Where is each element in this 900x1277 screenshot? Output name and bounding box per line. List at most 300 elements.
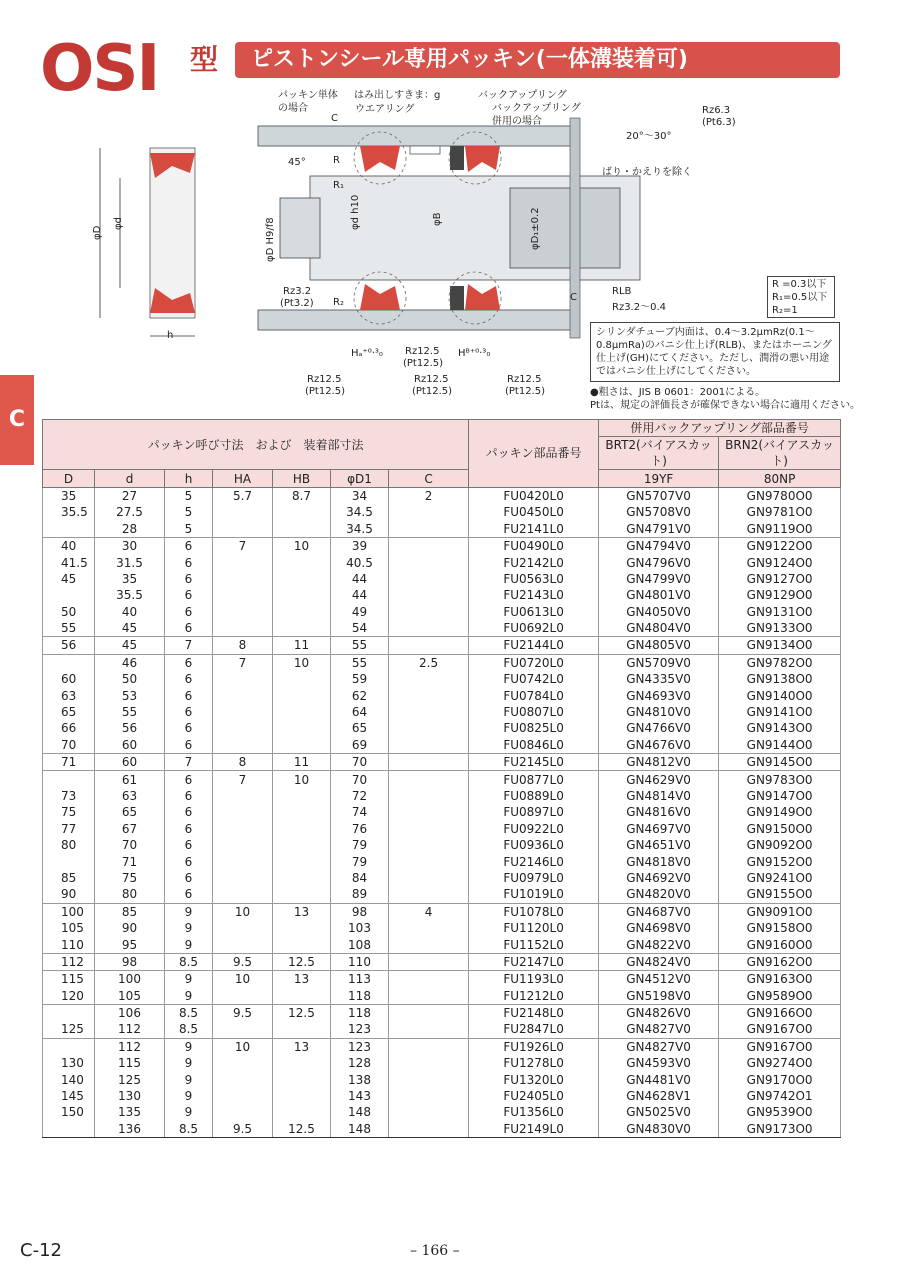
table-cell: GN9158O0 (719, 920, 841, 936)
table-cell: 45 (95, 620, 165, 637)
table-cell: GN4794V0 (599, 537, 719, 554)
table-cell: 74 (331, 804, 389, 820)
lbl-r1: R₁ (333, 180, 344, 191)
table-cell (213, 804, 273, 820)
table-cell: 8.5 (165, 953, 213, 970)
lbl-c-right: C (570, 292, 577, 303)
table-cell (43, 654, 95, 671)
table-cell: GN9160O0 (719, 936, 841, 953)
table-cell (273, 988, 331, 1005)
table-cell (273, 620, 331, 637)
table-cell: 10 (273, 537, 331, 554)
table-cell (389, 788, 469, 804)
table-cell: 8 (213, 637, 273, 654)
table-cell: FU0825L0 (469, 720, 599, 736)
table-cell: 40 (95, 604, 165, 620)
table-cell (273, 936, 331, 953)
lbl-packing-alone2: の場合 (278, 103, 308, 114)
r1-value: R₁=0.5以下 (772, 292, 828, 303)
table-cell: 35.5 (43, 504, 95, 520)
table-cell: 112 (43, 953, 95, 970)
table-cell: GN4818V0 (599, 853, 719, 869)
table-cell (389, 504, 469, 520)
table-cell: 75 (43, 804, 95, 820)
table-cell: GN4692V0 (599, 870, 719, 886)
table-cell (43, 1038, 95, 1055)
table-cell: FU0807L0 (469, 704, 599, 720)
table-cell: FU1320L0 (469, 1071, 599, 1087)
table-cell (213, 504, 273, 520)
table-cell (389, 953, 469, 970)
table-cell: 39 (331, 537, 389, 554)
table-row (43, 637, 841, 654)
table-cell: 10 (213, 903, 273, 920)
table-cell: 123 (331, 1038, 389, 1055)
table-cell: 125 (43, 1021, 95, 1038)
table-row (43, 754, 841, 771)
table-cell: 34.5 (331, 504, 389, 520)
table-cell (389, 687, 469, 703)
table-cell (273, 821, 331, 837)
table-cell (273, 687, 331, 703)
table-cell: FU2847L0 (469, 1021, 599, 1038)
table-cell: 9.5 (213, 953, 273, 970)
table-cell: FU1019L0 (469, 886, 599, 903)
lbl-pt32: (Pt3.2) (280, 298, 314, 309)
table-cell: 148 (331, 1104, 389, 1120)
table-cell: 125 (95, 1071, 165, 1087)
table-cell: FU0784L0 (469, 687, 599, 703)
table-cell: 130 (95, 1088, 165, 1104)
spec-table (42, 419, 841, 1138)
table-cell (213, 886, 273, 903)
table-cell: 90 (43, 886, 95, 903)
lbl-phi-b: φB (432, 212, 443, 226)
table-cell: 55 (331, 654, 389, 671)
col-h: h (165, 470, 213, 487)
lbl-phi-D-left: φD (92, 225, 103, 240)
table-cell: 71 (95, 853, 165, 869)
table-cell: 136 (95, 1121, 165, 1138)
table-cell: GN5198V0 (599, 988, 719, 1005)
table-cell (43, 587, 95, 603)
table-cell: FU0563L0 (469, 571, 599, 587)
table-cell: GN9166O0 (719, 1004, 841, 1021)
table-cell: 5 (165, 504, 213, 520)
table-cell: 148 (331, 1121, 389, 1138)
lbl-with-backup: 併用の場合 (492, 116, 542, 127)
table-cell: FU2144L0 (469, 637, 599, 654)
table-cell: 34.5 (331, 521, 389, 538)
table-cell: 113 (331, 971, 389, 988)
table-cell: FU0692L0 (469, 620, 599, 637)
table-cell: GN4827V0 (599, 1038, 719, 1055)
table-cell (389, 771, 469, 788)
table-row (43, 920, 841, 936)
table-cell: 41.5 (43, 554, 95, 570)
table-row (43, 870, 841, 886)
table-row (43, 537, 841, 554)
table-cell: FU0922L0 (469, 821, 599, 837)
table-cell: 9 (165, 1104, 213, 1120)
table-cell: FU1356L0 (469, 1104, 599, 1120)
table-cell: GN4050V0 (599, 604, 719, 620)
table-cell: FU0720L0 (469, 654, 599, 671)
mat-80np: 80NP (719, 470, 841, 487)
table-cell: 4 (389, 903, 469, 920)
page-label: C-12 (20, 1240, 62, 1261)
brt2-header: BRT2(バイアスカット) (599, 437, 719, 470)
table-cell: 63 (43, 687, 95, 703)
table-cell: 108 (331, 936, 389, 953)
table-cell (43, 521, 95, 538)
table-row (43, 837, 841, 853)
table-cell: GN4826V0 (599, 1004, 719, 1021)
table-cell: GN4820V0 (599, 886, 719, 903)
lbl-backup-ring: バックアップリング (478, 90, 567, 101)
table-cell: 112 (95, 1038, 165, 1055)
table-cell: 11 (273, 754, 331, 771)
table-cell (213, 521, 273, 538)
table-cell: FU1152L0 (469, 936, 599, 953)
table-cell: 2 (389, 487, 469, 504)
table-cell (273, 604, 331, 620)
table-cell (389, 870, 469, 886)
table-cell (389, 1088, 469, 1104)
table-cell (273, 886, 331, 903)
table-cell: GN4816V0 (599, 804, 719, 820)
table-cell (389, 737, 469, 754)
table-cell: 140 (43, 1071, 95, 1087)
table-cell: GN9780O0 (719, 487, 841, 504)
table-row (43, 554, 841, 570)
table-cell: 7 (165, 637, 213, 654)
table-cell: FU0936L0 (469, 837, 599, 853)
table-cell: GN4693V0 (599, 687, 719, 703)
table-cell: 98 (95, 953, 165, 970)
table-cell (213, 1021, 273, 1038)
lbl-45deg: 45° (288, 157, 306, 168)
table-cell (43, 1121, 95, 1138)
table-cell: 46 (95, 654, 165, 671)
table-cell: 8.7 (273, 487, 331, 504)
cylinder-note: シリンダチューブ内面は、0.4〜3.2μmRz(0.1〜0.8μmRa)のバニシ仕上げ(RLB)、またはホーニング仕上げ(GH)にてください。ただし、潤滑の悪い用途ではバニシ仕上げにしてください。 (590, 322, 840, 382)
table-row (43, 853, 841, 869)
col-D: D (43, 470, 95, 487)
table-cell: 35 (43, 487, 95, 504)
table-cell: 75 (95, 870, 165, 886)
lbl-rz63: Rz6.3 (702, 105, 731, 116)
table-cell (389, 853, 469, 869)
table-cell: 7 (213, 537, 273, 554)
table-cell: FU2145L0 (469, 754, 599, 771)
table-cell (213, 1055, 273, 1071)
table-cell (389, 571, 469, 587)
table-cell: 6 (165, 671, 213, 687)
table-cell: GN4810V0 (599, 704, 719, 720)
table-cell: 115 (95, 1055, 165, 1071)
table-cell: GN4481V0 (599, 1071, 719, 1087)
table-cell (389, 971, 469, 988)
table-cell: GN4629V0 (599, 771, 719, 788)
table-cell (389, 920, 469, 936)
table-cell: 71 (43, 754, 95, 771)
table-cell (273, 504, 331, 520)
lbl-r2: R₂ (333, 297, 344, 308)
table-row (43, 487, 841, 504)
table-cell: 9 (165, 920, 213, 936)
lbl-rz32: Rz3.2 (283, 286, 312, 297)
table-cell (273, 571, 331, 587)
table-cell: GN9143O0 (719, 720, 841, 736)
table-cell: FU0420L0 (469, 487, 599, 504)
part-number-header: パッキン部品番号 (469, 420, 599, 488)
footnote-1: ●粗さは、JIS B 0601：2001による。 (590, 387, 766, 398)
table-cell: 60 (95, 737, 165, 754)
table-cell: 6 (165, 804, 213, 820)
table-cell (389, 1104, 469, 1120)
table-cell: 115 (43, 971, 95, 988)
table-cell (213, 687, 273, 703)
table-cell (213, 1088, 273, 1104)
lbl-hb: Hᴮ⁺⁰·³₀ (458, 348, 491, 359)
table-cell: 5 (165, 487, 213, 504)
lbl-rz125-mid: Rz12.5 (405, 346, 440, 357)
table-cell: 6 (165, 870, 213, 886)
table-cell: 10 (273, 654, 331, 671)
table-cell (273, 920, 331, 936)
table-cell: 49 (331, 604, 389, 620)
table-cell: GN5025V0 (599, 1104, 719, 1120)
table-cell: 6 (165, 737, 213, 754)
table-cell: FU2143L0 (469, 587, 599, 603)
table-cell (273, 737, 331, 754)
table-cell: 70 (331, 771, 389, 788)
table-cell (213, 870, 273, 886)
table-cell: 150 (43, 1104, 95, 1120)
table-cell (389, 1021, 469, 1038)
table-row (43, 1038, 841, 1055)
table-cell (389, 936, 469, 953)
table-cell (213, 988, 273, 1005)
table-cell: GN9781O0 (719, 504, 841, 520)
lbl-backup-ring2: バックアップリング (492, 103, 581, 114)
table-cell (43, 1004, 95, 1021)
table-cell: FU2147L0 (469, 953, 599, 970)
table-cell: 60 (95, 754, 165, 771)
table-cell: 50 (95, 671, 165, 687)
table-cell: 9 (165, 1055, 213, 1071)
table-cell (213, 720, 273, 736)
table-cell: 7 (165, 754, 213, 771)
table-cell: 45 (43, 571, 95, 587)
table-cell: FU2141L0 (469, 521, 599, 538)
table-cell: GN4651V0 (599, 837, 719, 853)
table-cell: 6 (165, 604, 213, 620)
table-cell: 45 (95, 637, 165, 654)
table-cell (273, 587, 331, 603)
table-row (43, 620, 841, 637)
table-cell: GN9170O0 (719, 1071, 841, 1087)
table-cell: 27 (95, 487, 165, 504)
table-cell: 40 (43, 537, 95, 554)
table-cell: GN9122O0 (719, 537, 841, 554)
table-cell: 55 (95, 704, 165, 720)
spec-body (43, 487, 841, 1137)
table-cell: 8.5 (165, 1121, 213, 1138)
col-C: C (389, 470, 469, 487)
table-cell: 53 (95, 687, 165, 703)
table-cell: 60 (43, 671, 95, 687)
table-cell: 103 (331, 920, 389, 936)
table-cell (213, 1104, 273, 1120)
table-cell: GN4697V0 (599, 821, 719, 837)
table-cell: 59 (331, 671, 389, 687)
table-cell: 70 (43, 737, 95, 754)
table-cell (213, 620, 273, 637)
table-cell (273, 521, 331, 538)
table-cell (389, 637, 469, 654)
table-cell: 10 (273, 771, 331, 788)
table-cell: 135 (95, 1104, 165, 1120)
table-cell: 64 (331, 704, 389, 720)
lbl-packing-alone: パッキン単体 (278, 90, 338, 101)
table-cell: 65 (95, 804, 165, 820)
table-cell: 84 (331, 870, 389, 886)
table-cell: 70 (95, 837, 165, 853)
table-cell: GN4830V0 (599, 1121, 719, 1138)
table-cell: 9.5 (213, 1004, 273, 1021)
table-cell: 6 (165, 571, 213, 587)
table-cell: 106 (95, 1004, 165, 1021)
table-cell: GN4593V0 (599, 1055, 719, 1071)
table-cell: 6 (165, 620, 213, 637)
table-cell: 120 (43, 988, 95, 1005)
table-cell (273, 554, 331, 570)
table-cell: GN4676V0 (599, 737, 719, 754)
table-cell: GN9131O0 (719, 604, 841, 620)
table-cell: GN9782O0 (719, 654, 841, 671)
table-cell (389, 521, 469, 538)
table-row (43, 737, 841, 754)
table-cell: GN4822V0 (599, 936, 719, 953)
lbl-angle: 20°〜30° (626, 131, 672, 142)
table-cell: 123 (331, 1021, 389, 1038)
table-cell (389, 1055, 469, 1071)
table-cell: 65 (43, 704, 95, 720)
table-cell: 6 (165, 821, 213, 837)
table-row (43, 1004, 841, 1021)
table-cell (213, 936, 273, 953)
table-cell: 85 (43, 870, 95, 886)
table-cell: 100 (43, 903, 95, 920)
table-row (43, 587, 841, 603)
table-cell: GN9783O0 (719, 771, 841, 788)
table-cell: GN9742O1 (719, 1088, 841, 1104)
lbl-pt125-c: (Pt12.5) (412, 386, 453, 397)
table-cell (213, 853, 273, 869)
table-cell: GN9140O0 (719, 687, 841, 703)
table-cell: GN5709V0 (599, 654, 719, 671)
table-cell: GN4824V0 (599, 953, 719, 970)
table-cell: 76 (331, 821, 389, 837)
table-cell: FU2148L0 (469, 1004, 599, 1021)
table-cell (389, 754, 469, 771)
table-cell: GN9144O0 (719, 737, 841, 754)
table-cell: 5 (165, 521, 213, 538)
table-cell: GN4801V0 (599, 587, 719, 603)
table-cell (389, 1004, 469, 1021)
table-cell: 11 (273, 637, 331, 654)
table-cell: 10 (213, 971, 273, 988)
table-cell: GN9124O0 (719, 554, 841, 570)
table-cell: 105 (95, 988, 165, 1005)
table-row (43, 936, 841, 953)
table-cell: GN9145O0 (719, 754, 841, 771)
table-cell: FU1278L0 (469, 1055, 599, 1071)
table-cell: 112 (95, 1021, 165, 1038)
table-cell: 79 (331, 853, 389, 869)
table-row (43, 971, 841, 988)
table-cell (213, 737, 273, 754)
table-cell (273, 788, 331, 804)
table-row (43, 804, 841, 820)
table-cell: 6 (165, 537, 213, 554)
brn2-header: BRN2(バイアスカット) (719, 437, 841, 470)
table-row (43, 687, 841, 703)
table-cell: GN4791V0 (599, 521, 719, 538)
table-cell (213, 587, 273, 603)
table-cell: 50 (43, 604, 95, 620)
table-cell: FU2405L0 (469, 1088, 599, 1104)
table-cell (273, 870, 331, 886)
table-cell: GN4812V0 (599, 754, 719, 771)
table-cell: GN9162O0 (719, 953, 841, 970)
table-cell: 128 (331, 1055, 389, 1071)
table-row (43, 1104, 841, 1120)
table-cell (213, 1071, 273, 1087)
table-row (43, 788, 841, 804)
table-cell (273, 837, 331, 853)
table-cell: GN9129O0 (719, 587, 841, 603)
table-row (43, 1071, 841, 1087)
series-suffix: 型 (190, 43, 219, 76)
table-cell: 40.5 (331, 554, 389, 570)
table-cell (273, 1104, 331, 1120)
col-HB: HB (273, 470, 331, 487)
table-cell: 73 (43, 788, 95, 804)
table-cell: GN9092O0 (719, 837, 841, 853)
table-cell: 77 (43, 821, 95, 837)
table-cell: GN9163O0 (719, 971, 841, 988)
lbl-protrude: はみ出しすきま：g (354, 90, 441, 101)
table-cell: 95 (95, 936, 165, 953)
table-cell: 79 (331, 837, 389, 853)
table-cell: 85 (95, 903, 165, 920)
table-cell: GN9149O0 (719, 804, 841, 820)
table-cell: 62 (331, 687, 389, 703)
table-cell (213, 821, 273, 837)
table-cell: GN9241O0 (719, 870, 841, 886)
lbl-rz125-r: Rz12.5 (507, 374, 542, 385)
table-row (43, 988, 841, 1005)
table-cell (43, 771, 95, 788)
table-cell: GN9141O0 (719, 704, 841, 720)
table-cell: 70 (331, 754, 389, 771)
table-cell: 54 (331, 620, 389, 637)
table-cell: 8.5 (165, 1021, 213, 1038)
table-row (43, 720, 841, 736)
